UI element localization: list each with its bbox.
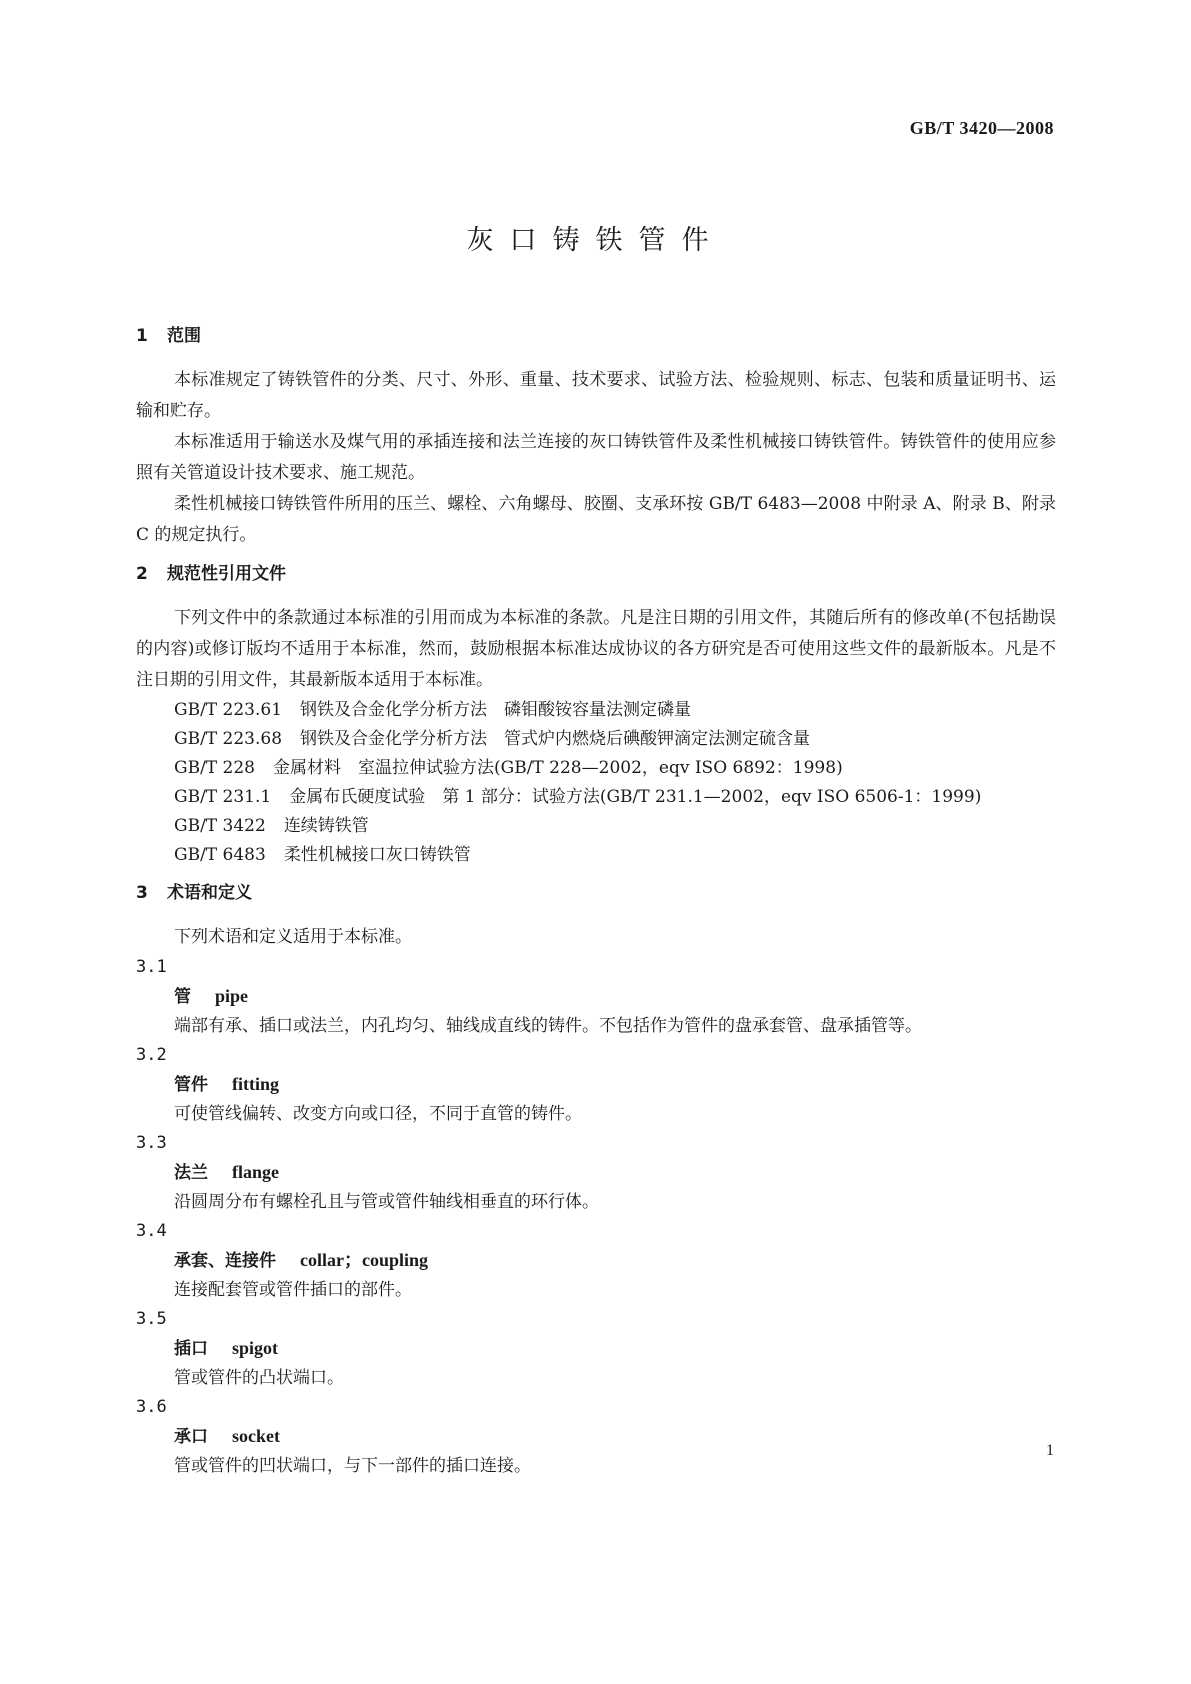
term-number: 3.2	[136, 1045, 167, 1065]
term-en: collar；coupling	[300, 1250, 429, 1270]
term-en: spigot	[232, 1338, 279, 1358]
section-heading	[136, 882, 1056, 922]
page-number: 1	[1046, 1442, 1054, 1459]
term-name	[136, 1246, 1056, 1276]
term-name	[136, 1070, 1056, 1100]
reference-title: 金属布氏硬度试验 第 1 部分：试验方法(GB/T 231.1—2002，eqv ISO 6506-1：1999)	[289, 787, 982, 807]
reference-item	[136, 725, 1056, 754]
paragraph: 下列文件中的条款通过本标准的引用而成为本标准的条款。凡是注日期的引用文件，其随后所有的修改单(不包括勘误的内容)或修订版均不适用于本标准，然而，鼓励根据本标准达成协议的各方研究是否可使用这些文件的最新版本。凡是不注日期的引用文件，其最新版本适用于本标准。	[136, 608, 1056, 690]
term-name	[136, 1158, 1056, 1188]
reference-code: GB/T 3422	[174, 816, 266, 836]
term-entry	[136, 1393, 1056, 1481]
reference-title: 金属材料 室温拉伸试验方法(GB/T 228—2002，eqv ISO 6892：1998)	[273, 758, 843, 778]
section-title: 术语和定义	[167, 883, 252, 903]
term-en: socket	[232, 1426, 280, 1446]
term-zh: 承套、连接件	[174, 1251, 276, 1271]
reference-item	[136, 812, 1056, 841]
term-definition: 沿圆周分布有螺栓孔且与管或管件轴线相垂直的环行体。	[174, 1192, 599, 1212]
term-definition: 端部有承、插口或法兰，内孔均匀、轴线成直线的铸件。不包括作为管件的盘承套管、盘承插管等。	[174, 1016, 922, 1036]
term-number: 3.3	[136, 1133, 167, 1153]
paragraph: 本标准适用于输送水及煤气用的承插连接和法兰连接的灰口铸铁管件及柔性机械接口铸铁管件。铸铁管件的使用应参照有关管道设计技术要求、施工规范。	[136, 432, 1056, 483]
term-zh: 插口	[174, 1339, 208, 1359]
reference-code: GB/T 231.1	[174, 787, 272, 807]
term-definition: 连接配套管或管件插口的部件。	[174, 1280, 412, 1300]
term-entry	[136, 953, 1056, 1041]
document-body	[136, 325, 1056, 1481]
section-terms-definitions	[136, 882, 1056, 1481]
reference-title: 钢铁及合金化学分析方法 管式炉内燃烧后碘酸钾滴定法测定硫含量	[300, 729, 811, 749]
term-definition: 管或管件的凹状端口，与下一部件的插口连接。	[174, 1456, 531, 1476]
reference-list	[136, 696, 1056, 870]
term-number: 3.4	[136, 1221, 167, 1241]
term-name	[136, 1422, 1056, 1452]
reference-item	[136, 754, 1056, 783]
section-normative-references	[136, 563, 1056, 870]
term-zh: 管	[174, 987, 191, 1007]
section-number: 1	[136, 326, 148, 346]
term-number: 3.6	[136, 1397, 167, 1417]
term-name	[136, 982, 1056, 1012]
term-name	[136, 1334, 1056, 1364]
term-definition: 管或管件的凸状端口。	[174, 1368, 344, 1388]
term-entry	[136, 1041, 1056, 1129]
section-title: 范围	[167, 326, 201, 346]
section-number: 2	[136, 564, 148, 584]
section-heading	[136, 563, 1056, 603]
reference-item	[136, 696, 1056, 725]
term-definition: 可使管线偏转、改变方向或口径，不同于直管的铸件。	[174, 1104, 582, 1124]
document-title: 灰口铸铁管件	[466, 225, 725, 256]
term-en: fitting	[232, 1074, 279, 1094]
reference-title: 钢铁及合金化学分析方法 磷钼酸铵容量法测定磷量	[300, 700, 692, 720]
reference-code: GB/T 228	[174, 758, 255, 778]
paragraph: 本标准规定了铸铁管件的分类、尺寸、外形、重量、技术要求、试验方法、检验规则、标志、包装和质量证明书、运输和贮存。	[136, 370, 1056, 421]
term-entry	[136, 1129, 1056, 1217]
term-number: 3.1	[136, 957, 167, 977]
reference-title: 柔性机械接口灰口铸铁管	[283, 845, 471, 865]
reference-code: GB/T 223.61	[174, 700, 283, 720]
standard-code: GB/T 3420—2008	[909, 118, 1054, 138]
term-entry	[136, 1217, 1056, 1305]
term-en: flange	[232, 1162, 279, 1182]
paragraph: 下列术语和定义适用于本标准。	[174, 927, 412, 947]
term-zh: 法兰	[174, 1163, 208, 1183]
reference-item	[136, 783, 1056, 812]
reference-item	[136, 841, 1056, 870]
reference-code: GB/T 6483	[174, 845, 266, 865]
reference-title: 连续铸铁管	[283, 816, 369, 836]
section-heading	[136, 325, 1056, 365]
term-zh: 管件	[174, 1075, 208, 1095]
reference-code: GB/T 223.68	[174, 729, 283, 749]
term-en: pipe	[215, 986, 249, 1006]
paragraph: 柔性机械接口铸铁管件所用的压兰、螺栓、六角螺母、胶圈、支承环按 GB/T 6483—2008 中附录 A、附录 B、附录 C 的规定执行。	[136, 494, 1056, 545]
term-number: 3.5	[136, 1309, 167, 1329]
section-title: 规范性引用文件	[167, 564, 286, 584]
section-number: 3	[136, 883, 148, 903]
section-scope	[136, 325, 1056, 551]
term-entry	[136, 1305, 1056, 1393]
term-zh: 承口	[174, 1427, 208, 1447]
